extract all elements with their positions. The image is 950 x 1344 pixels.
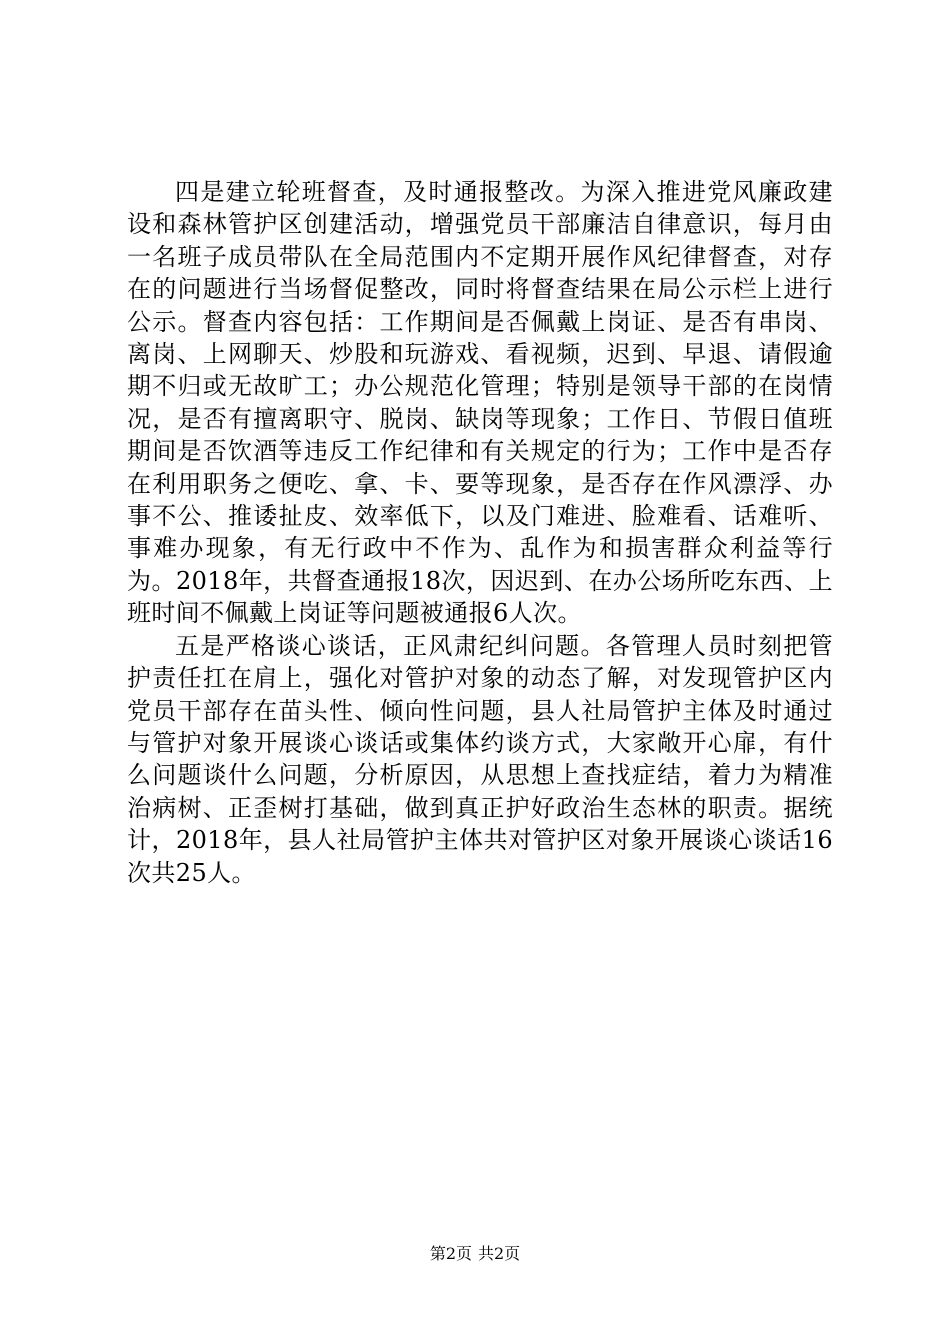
page-footer: [0, 1244, 950, 1264]
paragraph-heart-to-heart-talks: 五是严格谈心谈话，正风肃纪纠问题。各管理人员时刻把管护责任扛在肩上，强化对管护对象的动态了解，对发现管护区内党员干部存在苗头性、倾向性问题，县人社局管护主体及时通过与管护对象开展谈心谈话或集体约谈方式，大家敞开心扉，有什么问题谈什么问题，分析原因，从思想上查找症结，着力为精准治病树、正歪树打基础，做到真正护好政治生态林的职责。据统计，2018年，县人社局管护主体共对管护区对象开展谈心谈话16次共25人。: [127, 631, 833, 887]
document-body: [127, 176, 833, 889]
page-number: 第2页: [429, 1244, 472, 1263]
page-total: 共2页: [478, 1244, 521, 1263]
paragraph-rotating-inspection: 四是建立轮班督查，及时通报整改。为深入推进党风廉政建设和森林管护区创建活动，增强党员干部廉洁自律意识，每月由一名班子成员带队在全局范围内不定期开展作风纪律督查，对存在的问题进行当场督促整改，同时将督查结果在局公示栏上进行公示。督查内容包括：工作期间是否佩戴上岗证、是否有串岗、离岗、上网聊天、炒股和玩游戏、看视频，迟到、早退、请假逾期不归或无故旷工；办公规范化管理；特别是领导干部的在岗情况，是否有擅离职守、脱岗、缺岗等现象；工作日、节假日值班期间是否饮酒等违反工作纪律和有关规定的行为；工作中是否存在利用职务之便吃、拿、卡、要等现象，是否存在作风漂浮、办事不公、推诿扯皮、效率低下，以及门难进、脸难看、话难听、事难办现象，有无行政中不作为、乱作为和损害群众利益等行为。2018年，共督查通报18次，因迟到、在办公场所吃东西、上班时间不佩戴上岗证等问题被通报6人次。: [127, 178, 833, 628]
